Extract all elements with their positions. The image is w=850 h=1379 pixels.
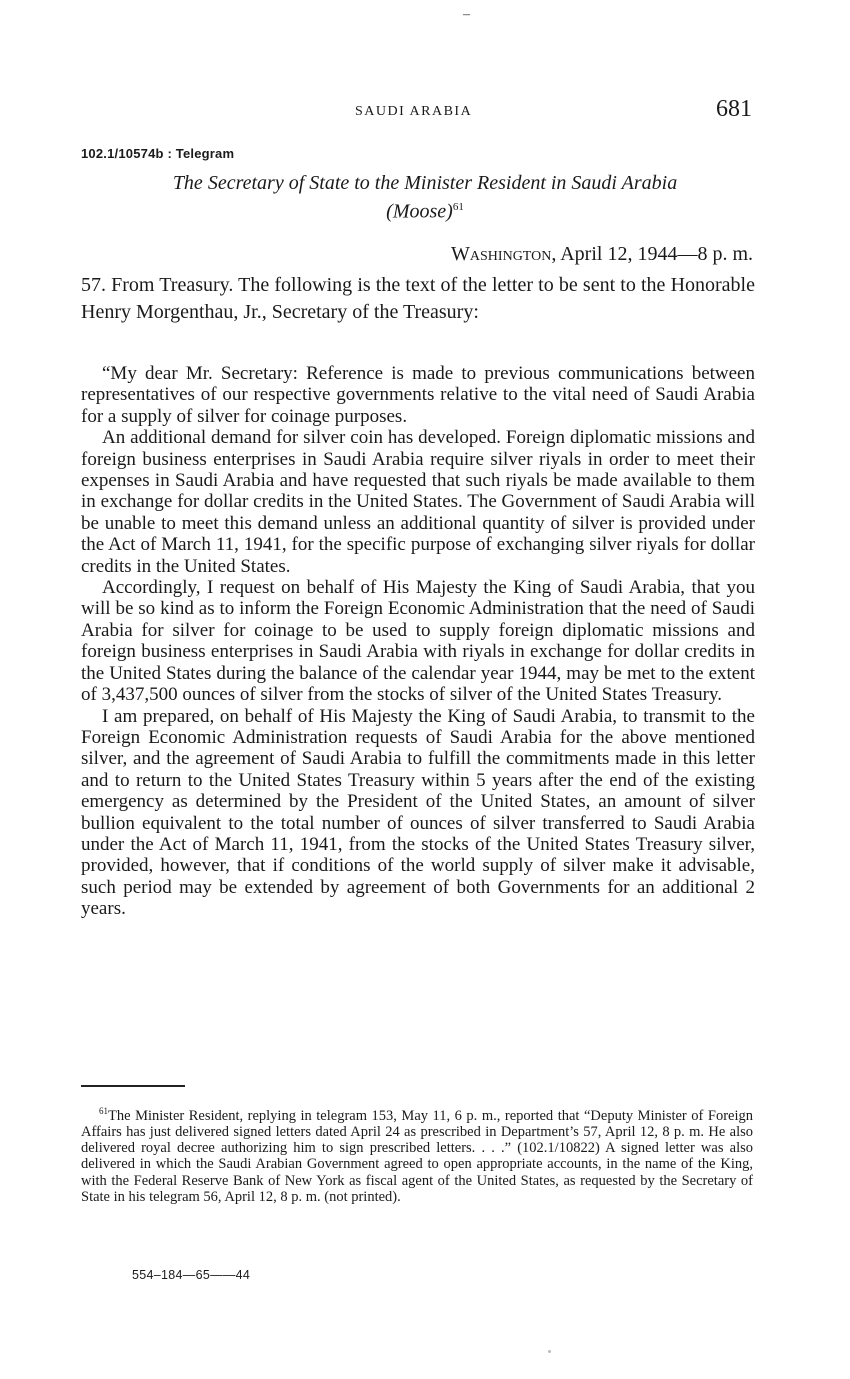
title-addressee: (Moose): [386, 200, 453, 223]
title-line-1: The Secretary of State to the Minister Resident in Saudi Arabia: [172, 172, 678, 194]
letter-paragraph: An additional demand for silver coin has developed. Foreign diplomatic missions and foreign business enterprises in Saudi Arabia require silver riyals in order to meet their expenses in Saudi Arabia and have requested that such riyals be made available to them in exchange for dollar credits in the United States. The Government of Saudi Arabia will be unable to meet this demand unless an additional quantity of silver is provided under the Act of March 11, 1941, for the specific purpose of exchanging silver riyals for dollar credits in the United States.: [81, 427, 755, 577]
footnote: [81, 1103, 753, 1205]
footnote-number: 61: [99, 1106, 108, 1116]
letter-paragraph: I am prepared, on behalf of His Majesty the King of Saudi Arabia, to transmit to the Foreign Economic Administration requests of Saudi Arabia for the above mentioned silver, and the agreement of Saudi Arabia to fulfill the commitments made in this letter and to return to the United States Treasury within 5 years after the end of the existing emergency as determined by the President of the United States, an amount of silver bullion equivalent to the total number of ounces of silver transferred to Saudi Arabia under the Act of March 11, 1941, from the stocks of the United States Treasury silver, provided, however, that if conditions of the world supply of silver make it advisable, such period may be extended by agreement of both Governments for an additional 2 years.: [81, 705, 755, 920]
running-head: SAUDI ARABIA: [355, 104, 473, 119]
telegram-intro: 57. From Treasury. The following is the text of the letter to be sent to the Honorable Henry Morgenthau, Jr., Secretary of the Treasury:: [81, 274, 755, 323]
footnote-divider: [81, 1085, 185, 1087]
letter-paragraph: Accordingly, I request on behalf of His Majesty the King of Saudi Arabia, that you will be so kind as to inform the Foreign Economic Administration that the need of Saudi Arabia for silver for coinage to be used to supply foreign diplomatic missions and foreign business enterprises in Saudi Arabia with riyals in exchange for dollar credits in the United States during the balance of the calendar year 1944, may be met to the extent of 3,437,500 ounces of silver from the stocks of silver of the United States Treasury.: [81, 577, 755, 706]
letter-paragraph: “My dear Mr. Secretary: Reference is made to previous communications between representatives of our respective governments relative to the vital need of Saudi Arabia for a supply of silver for coinage purposes.: [81, 363, 755, 427]
page-speck: [548, 1350, 551, 1353]
title-footnote-ref: 61: [452, 201, 464, 213]
top-mark: –: [463, 7, 470, 22]
print-code: 554–184—65——44: [132, 1268, 251, 1282]
dateline: [451, 243, 753, 266]
letter-body: [81, 363, 755, 920]
footnote-text: The Minister Resident, replying in telegram 153, May 11, 6 p. m., reported that “Deputy Minister of Foreign Affairs has just delivered signed letters dated April 24 as prescribed in Department’s 57, April 12, 8 p. m. He also delivered royal decree authorizing him to sign prescribed letters. . . .” (102.1/10822) A signed letter was also delivered in which the Saudi Arabian Government agreed to open appropriate accounts, in the name of the King, with the Federal Reserve Bank of New York as fiscal agent of the United States, as requested by the Secretary of State in his telegram 56, April 12, 8 p. m. (not printed).: [81, 1107, 753, 1205]
dateline-place: Washington,: [451, 243, 557, 265]
title-line-2: [80, 195, 770, 224]
dateline-date: April 12, 1944—8 p. m.: [556, 243, 753, 265]
file-reference: 102.1/10574b : Telegram: [81, 146, 235, 161]
page-number: 681: [716, 96, 752, 122]
document-title: [80, 171, 770, 224]
